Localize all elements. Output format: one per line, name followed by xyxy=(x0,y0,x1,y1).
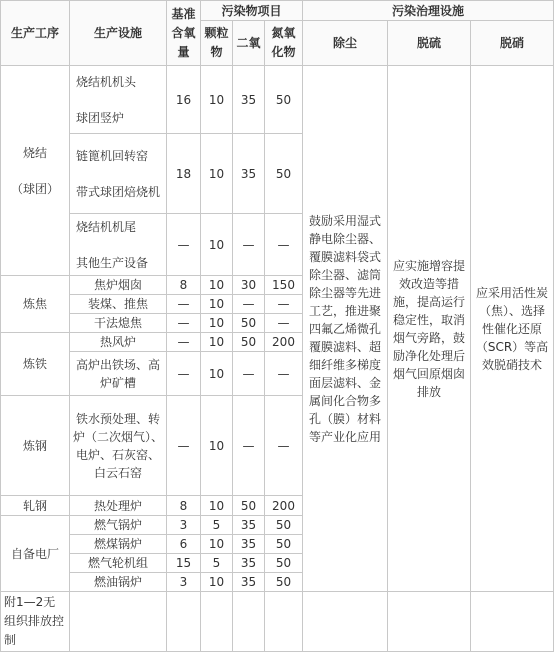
facility-cell: 热风炉 xyxy=(70,333,167,352)
oxygen-cell: 15 xyxy=(167,554,201,573)
nox-cell: 50 xyxy=(265,535,303,554)
oxygen-cell: 8 xyxy=(167,276,201,295)
facility-cell: 链篦机回转窑 带式球团焙烧机 xyxy=(70,134,167,214)
desulf-measures: 应实施增容提效改造等措施，提高运行稳定性，取消烟气旁路，鼓励净化处理后烟气回原烟囱排放 xyxy=(388,66,471,592)
empty-cell xyxy=(265,592,303,652)
empty-cell xyxy=(471,592,554,652)
pm-cell: 10 xyxy=(201,333,233,352)
oxygen-cell: 8 xyxy=(167,496,201,516)
oxygen-cell: 18 xyxy=(167,134,201,214)
so2-cell: 50 xyxy=(233,314,265,333)
oxygen-cell: 6 xyxy=(167,535,201,554)
pm-cell: 10 xyxy=(201,295,233,314)
so2-cell: 35 xyxy=(233,516,265,535)
nox-cell: — xyxy=(265,295,303,314)
process-sintering: 烧结 （球团） xyxy=(1,66,70,276)
denitr-measures: 应采用活性炭（焦）、选择性催化还原（SCR）等高效脱硝技术 xyxy=(471,66,554,592)
pm-cell: 10 xyxy=(201,573,233,592)
process-power-plant: 自备电厂 xyxy=(1,516,70,592)
header-treatment: 污染治理设施 xyxy=(303,1,554,21)
header-oxygen: 基准含氧量 xyxy=(167,1,201,66)
so2-cell: 35 xyxy=(233,66,265,134)
oxygen-cell: 3 xyxy=(167,573,201,592)
facility-cell: 烧结机机尾 其他生产设备 xyxy=(70,214,167,276)
pm-cell: 10 xyxy=(201,352,233,396)
empty-cell xyxy=(167,592,201,652)
header-process: 生产工序 xyxy=(1,1,70,66)
nox-cell: — xyxy=(265,314,303,333)
pm-cell: 10 xyxy=(201,535,233,554)
nox-cell: — xyxy=(265,396,303,496)
nox-cell: 50 xyxy=(265,66,303,134)
facility-cell: 干法熄焦 xyxy=(70,314,167,333)
header-nox: 氮氧化物 xyxy=(265,21,303,66)
empty-cell xyxy=(388,592,471,652)
facility-cell: 装煤、推焦 xyxy=(70,295,167,314)
nox-cell: 50 xyxy=(265,516,303,535)
oxygen-cell: 3 xyxy=(167,516,201,535)
footnote: 附1—2无组织排放控制 xyxy=(1,592,70,652)
nox-cell: 200 xyxy=(265,333,303,352)
header-pollutants: 污染物项目 xyxy=(201,1,303,21)
so2-cell: 50 xyxy=(233,496,265,516)
facility-cell: 燃气锅炉 xyxy=(70,516,167,535)
pm-cell: 10 xyxy=(201,496,233,516)
oxygen-cell: 16 xyxy=(167,66,201,134)
empty-cell xyxy=(201,592,233,652)
pm-cell: 10 xyxy=(201,396,233,496)
header-facility: 生产设施 xyxy=(70,1,167,66)
oxygen-cell: — xyxy=(167,352,201,396)
so2-cell: 35 xyxy=(233,573,265,592)
oxygen-cell: — xyxy=(167,214,201,276)
process-rolling: 轧钢 xyxy=(1,496,70,516)
oxygen-cell: — xyxy=(167,396,201,496)
facility-cell: 热处理炉 xyxy=(70,496,167,516)
so2-cell: — xyxy=(233,396,265,496)
header-denitr: 脱硝 xyxy=(471,21,554,66)
facility-cell: 燃油锅炉 xyxy=(70,573,167,592)
nox-cell: — xyxy=(265,214,303,276)
header-so2: 二氧 xyxy=(233,21,265,66)
oxygen-cell: — xyxy=(167,333,201,352)
so2-cell: — xyxy=(233,352,265,396)
oxygen-cell: — xyxy=(167,295,201,314)
dust-measures: 鼓励采用湿式静电除尘器、覆膜滤料袋式除尘器、滤筒除尘器等先进工艺，推进聚四氟乙烯微孔覆膜滤料、超细纤维多梯度面层滤料、金属间化合物多孔（膜）材料等产业化应用 xyxy=(303,66,388,592)
empty-cell xyxy=(70,592,167,652)
header-particulate: 颗粒物 xyxy=(201,21,233,66)
pm-cell: 10 xyxy=(201,214,233,276)
facility-cell: 焦炉烟囱 xyxy=(70,276,167,295)
header-dust: 除尘 xyxy=(303,21,388,66)
nox-cell: 200 xyxy=(265,496,303,516)
facility-cell: 燃气轮机组 xyxy=(70,554,167,573)
facility-cell: 燃煤锅炉 xyxy=(70,535,167,554)
nox-cell: — xyxy=(265,352,303,396)
so2-cell: 35 xyxy=(233,535,265,554)
pm-cell: 10 xyxy=(201,134,233,214)
so2-cell: 30 xyxy=(233,276,265,295)
process-coking: 炼焦 xyxy=(1,276,70,333)
facility-cell: 铁水预处理、转炉（二次烟气）、电炉、石灰窑、白云石窑 xyxy=(70,396,167,496)
pm-cell: 5 xyxy=(201,554,233,573)
empty-cell xyxy=(303,592,388,652)
oxygen-cell: — xyxy=(167,314,201,333)
pm-cell: 10 xyxy=(201,276,233,295)
nox-cell: 150 xyxy=(265,276,303,295)
so2-cell: 50 xyxy=(233,333,265,352)
process-ironmaking: 炼铁 xyxy=(1,333,70,396)
so2-cell: 35 xyxy=(233,134,265,214)
so2-cell: 35 xyxy=(233,554,265,573)
pm-cell: 10 xyxy=(201,66,233,134)
nox-cell: 50 xyxy=(265,573,303,592)
header-desulf: 脱硫 xyxy=(388,21,471,66)
facility-cell: 烧结机机头 球团竖炉 xyxy=(70,66,167,134)
nox-cell: 50 xyxy=(265,554,303,573)
process-steelmaking: 炼钢 xyxy=(1,396,70,496)
facility-cell: 高炉出铁场、高炉矿槽 xyxy=(70,352,167,396)
pm-cell: 10 xyxy=(201,314,233,333)
pm-cell: 5 xyxy=(201,516,233,535)
empty-cell xyxy=(233,592,265,652)
nox-cell: 50 xyxy=(265,134,303,214)
so2-cell: — xyxy=(233,295,265,314)
so2-cell: — xyxy=(233,214,265,276)
